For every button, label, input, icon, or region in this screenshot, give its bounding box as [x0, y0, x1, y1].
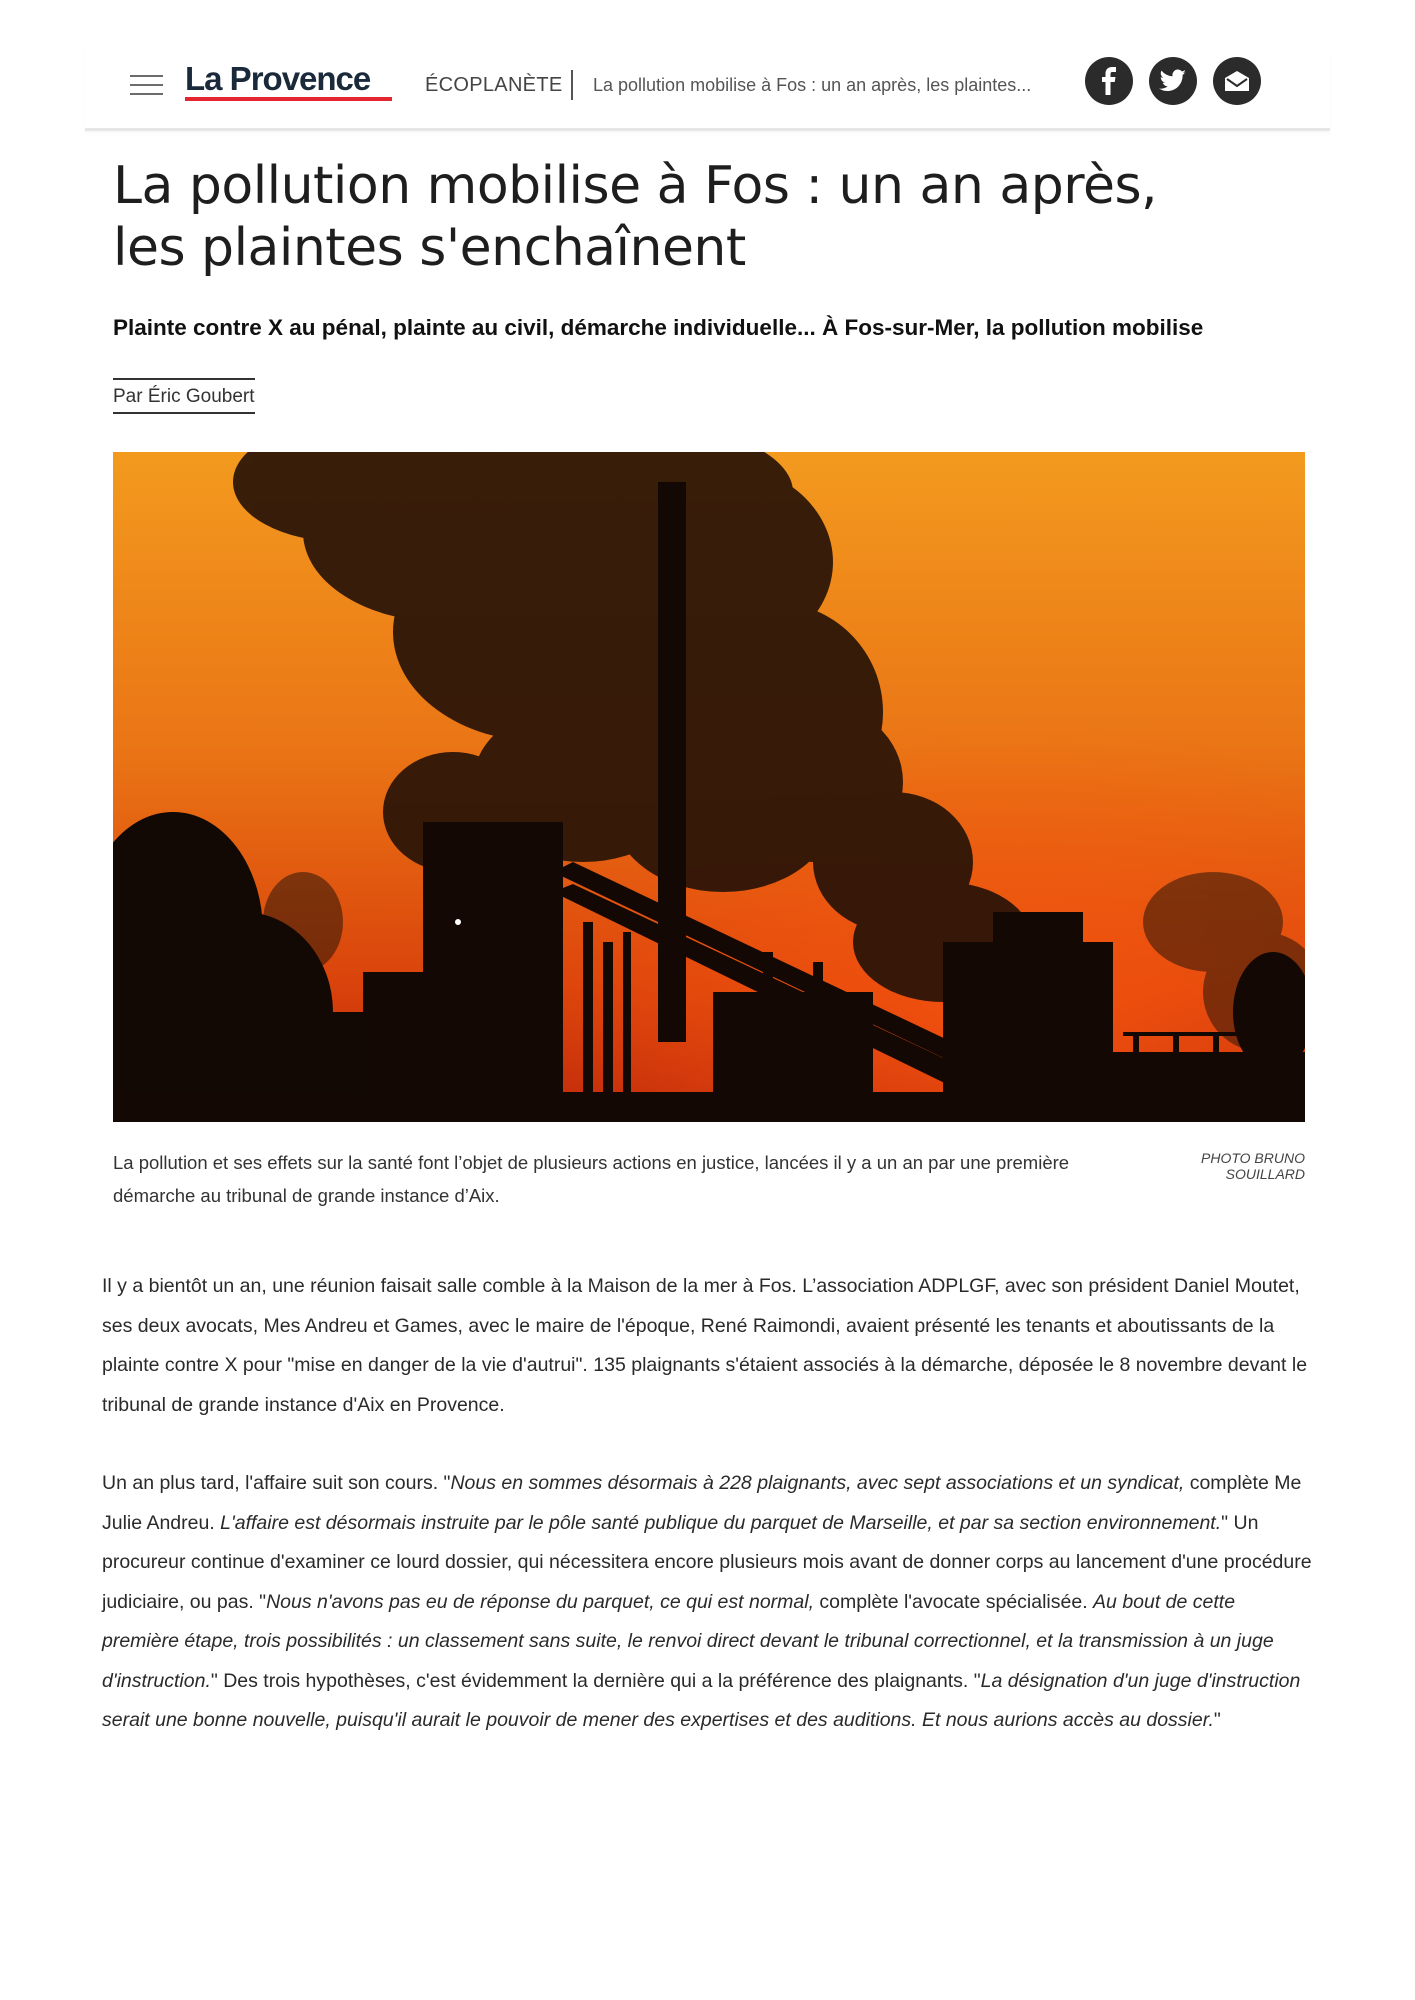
logo-underline: [185, 97, 392, 101]
email-icon[interactable]: [1213, 57, 1261, 105]
quote-text: Nous en sommes désormais à 228 plaignants, avec sept associations et un syndicat,: [450, 1472, 1185, 1494]
site-header: [85, 50, 1330, 131]
article-title: La pollution mobilise à Fos : un an après, les plaintes s'enchaînent: [113, 156, 1158, 278]
quote-text: L'affaire est désormais instruite par le pôle santé publique du parquet de Marseille, et par sa section environnement.: [220, 1511, 1222, 1534]
breadcrumb-article-title: La pollution mobilise à Fos : un an après, les plaintes...: [593, 75, 1032, 95]
section-link-ecoplanete[interactable]: ÉCOPLANÈTE: [425, 74, 563, 96]
facebook-icon[interactable]: [1085, 57, 1133, 105]
paragraph-text: Un an plus tard, l'affaire suit son cours. ": [102, 1472, 451, 1494]
byline: [113, 378, 255, 414]
article-paragraph-2: [102, 1464, 1312, 1741]
twitter-icon[interactable]: [1149, 57, 1197, 105]
paragraph-text: complète l'avocate spécialisée.: [814, 1590, 1094, 1613]
photo-credit: PHOTO BRUNO SOUILLARD: [1201, 1150, 1305, 1182]
article-paragraph-1: Il y a bientôt un an, une réunion faisait salle comble à la Maison de la mer à Fos. L’association ADPLGF, avec son président Daniel Moutet, ses deux avocats, Mes Andreu et Games, avec le maire de l'époque, René Raimondi, avaient présenté les tenants et aboutissants de la plainte contre X pour "mise en danger de la vie d'autrui". 135 plaignants s'étaient associés à la démarche, déposée le 8 novembre devant le tribunal de grande instance d'Aix en Provence.: [102, 1275, 1308, 1416]
quote-text: La désignation d'un juge d'instruction serait une bonne nouvelle, puisqu'il aurait le pouvoir de mener des expertises et des auditions. Et nous aurions accès au dossier.: [102, 1669, 1301, 1731]
paragraph-text: " Des trois hypothèses, c'est évidemment la dernière qui a la préférence des plaignants. ": [210, 1669, 981, 1692]
paragraph-text: ": [1213, 1709, 1221, 1731]
paragraph-text: complète Me Julie Andreu.: [102, 1472, 1302, 1534]
hero-image: [113, 452, 1305, 1122]
paragraph-text: " Un procureur continue d'examiner ce lourd dossier, qui nécessitera encore plusieurs mois avant de donner corps au lancement d'une procédure judiciaire, ou pas. ": [102, 1511, 1312, 1613]
image-caption: La pollution et ses effets sur la santé font l’objet de plusieurs actions en justice, lancées il y a un an par une première démarche au tribunal de grande instance d’Aix.: [113, 1152, 1070, 1206]
menu-icon[interactable]: [130, 75, 163, 97]
quote-text: Nous n'avons pas eu de réponse du parquet, ce qui est normal,: [266, 1590, 814, 1613]
site-logo[interactable]: La Provence: [185, 60, 371, 97]
header-divider: [571, 70, 573, 100]
author-link[interactable]: Par Éric Goubert: [113, 386, 255, 407]
article-subtitle: Plainte contre X au pénal, plainte au civil, démarche individuelle... À Fos-sur-Mer, la pollution mobilise: [113, 315, 1204, 340]
quote-text: Au bout de cette première étape, trois possibilités : un classement sans suite, le renvoi direct devant le tribunal correctionnel, et la transmission à un juge d'instruction.: [102, 1590, 1274, 1692]
